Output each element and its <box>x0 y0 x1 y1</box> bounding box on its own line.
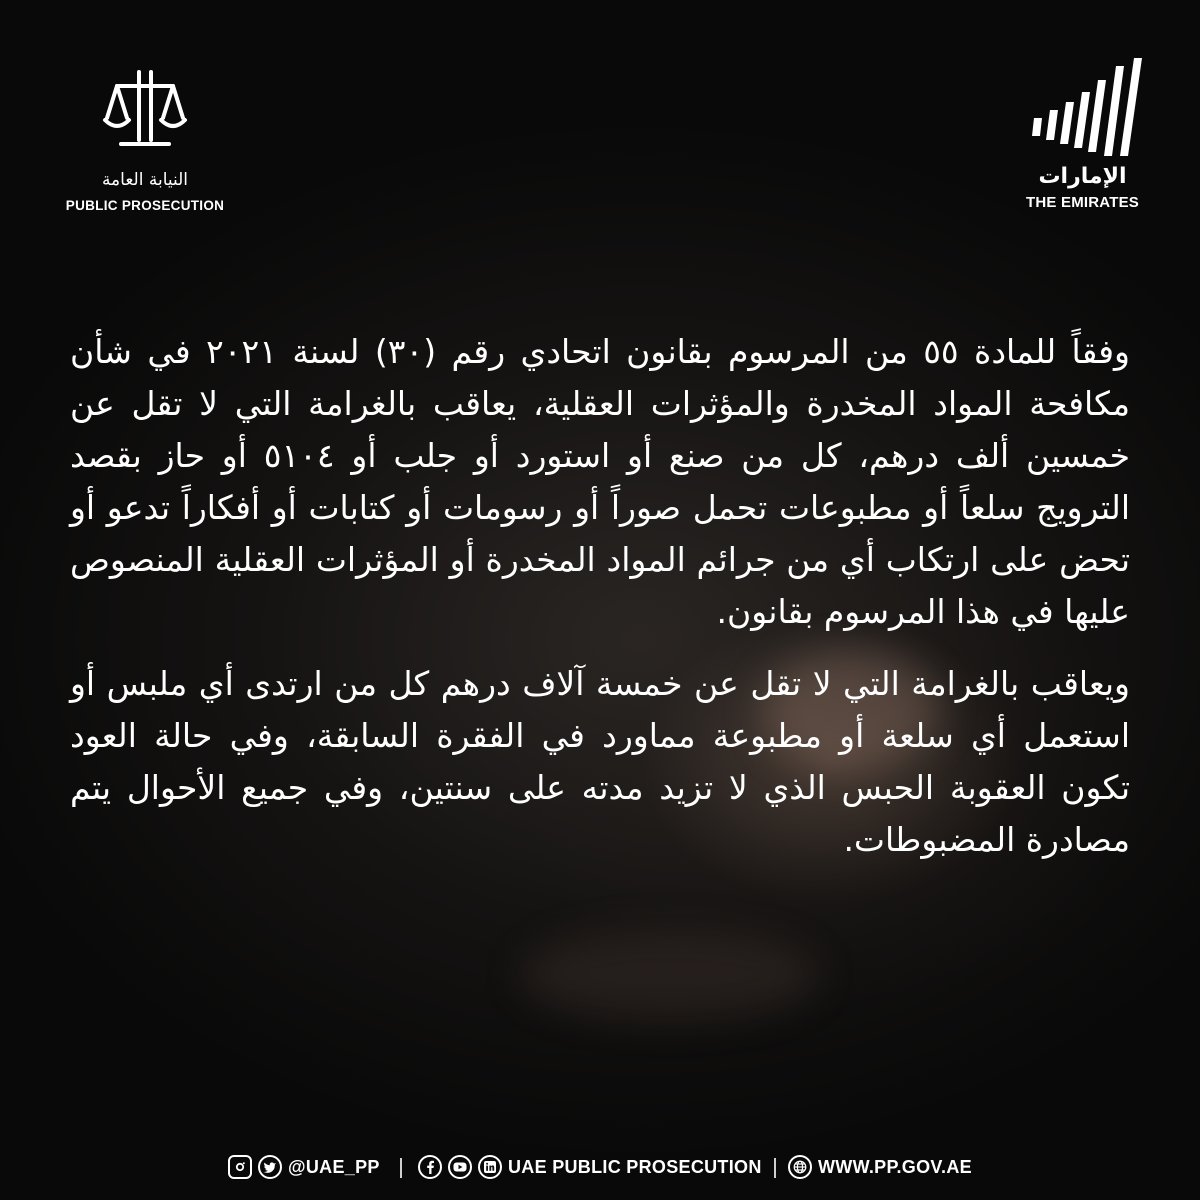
footer-bar <box>0 1142 1200 1192</box>
instagram-icon[interactable] <box>228 1155 252 1179</box>
globe-icon[interactable] <box>788 1155 812 1179</box>
facebook-icon[interactable] <box>418 1155 442 1179</box>
prosecution-name-english: PUBLIC PROSECUTION <box>65 198 225 213</box>
social-handle[interactable]: @UAE_PP <box>288 1156 380 1177</box>
organization-group <box>418 1142 762 1192</box>
organization-name[interactable]: UAE PUBLIC PROSECUTION <box>508 1156 762 1177</box>
law-article-text <box>70 326 1130 866</box>
emirates-logo <box>1010 58 1160 218</box>
social-handle-group <box>228 1142 380 1192</box>
background-blur-shadow <box>520 930 820 1020</box>
paragraph-2: ويعاقب بالغرامة التي لا تقل عن خمسة آلاف درهم كل من ارتدى أي ملبس أو استعمل أي سلعة أو مطبوعة مماورد في الفقرة السابقة، وفي حالة العود تكون العقوبة الحبس الذي لا تزيد مدته على سنتين، وفي جميع الأحوال يتم مصادرة المضبوطات. <box>70 664 1130 859</box>
prosecution-name-arabic: النيابة العامة <box>101 170 189 190</box>
twitter-icon[interactable] <box>258 1155 282 1179</box>
emirates-stripes-logo <box>1030 58 1150 158</box>
emirates-name-arabic: الإمارات <box>1038 164 1127 189</box>
footer-divider <box>400 1158 402 1178</box>
scales-of-justice-icon <box>95 60 195 160</box>
paragraph-1: وفقاً للمادة ٥٥ من المرسوم بقانون اتحادي رقم (٣٠) لسنة ٢٠٢١ في شأن مكافحة المواد المخدرة والمؤثرات العقلية، يعاقب بالغرامة التي لا تقل عن خمسين ألف درهم، كل من صنع أو استورد أو جلب أو ٥١٠٤ أو حاز بقصد الترويج سلعاً أو مطبوعات تحمل صوراً أو رسومات أو كتابات أو أفكاراً تدعو أو تحض على ارتكاب أي من جرائم المواد المخدرة أو المؤثرات العقلية المنصوص عليها في هذا المرسوم بقانون. <box>70 332 1131 631</box>
youtube-icon[interactable] <box>448 1155 472 1179</box>
public-prosecution-logo <box>55 60 235 220</box>
website-url[interactable]: WWW.PP.GOV.AE <box>818 1156 972 1177</box>
website-group <box>788 1142 972 1192</box>
footer-divider <box>774 1158 776 1178</box>
linkedin-icon[interactable] <box>478 1155 502 1179</box>
emirates-name-english: THE EMIRATES <box>1026 194 1139 211</box>
